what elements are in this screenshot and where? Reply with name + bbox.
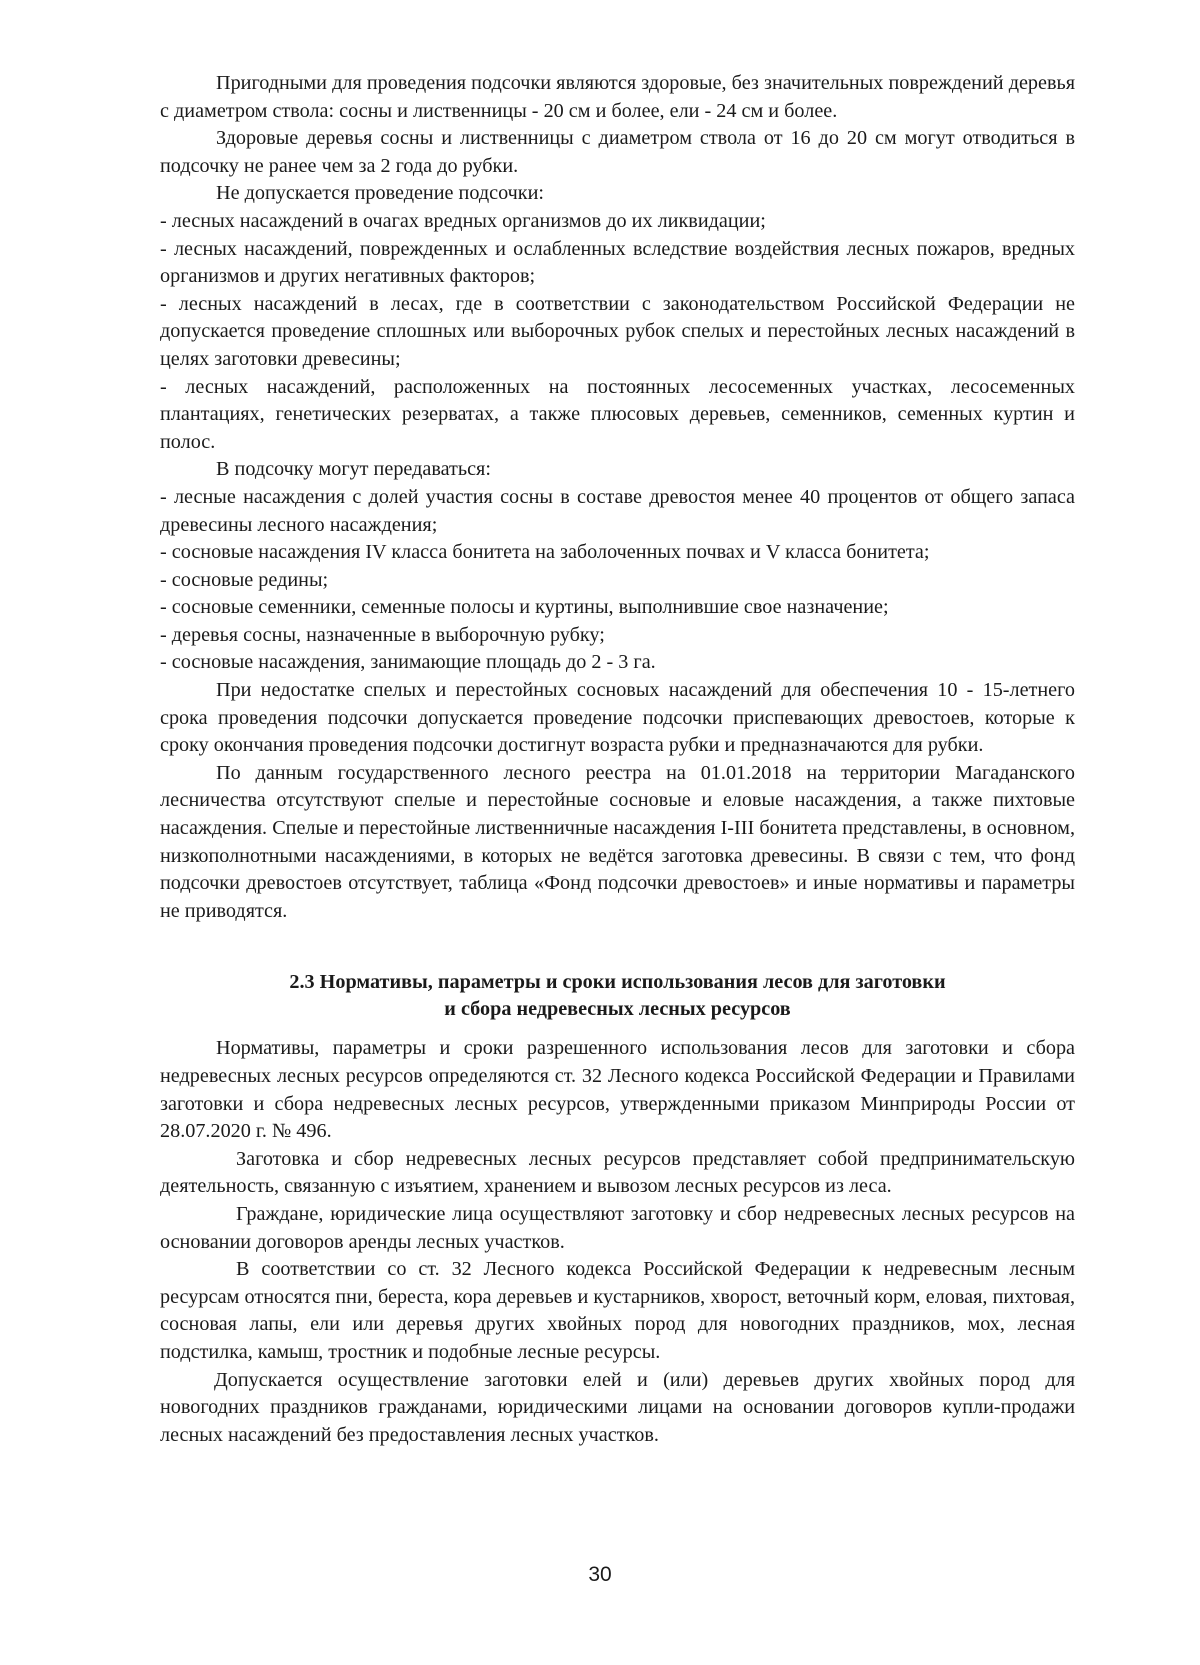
section-heading-line: 2.3 Нормативы, параметры и сроки использования лесов для заготовки [289, 971, 946, 994]
list-item: - сосновые редины; [160, 568, 329, 591]
list-item: - деревья сосны, назначенные в выборочную рубку; [160, 623, 605, 646]
paragraph-not-allowed-intro: Не допускается проведение подсочки: [216, 182, 545, 205]
paragraph-suitable-trees: Пригодными для проведения подсочки являются здоровые, без значительных повреждений деревья с диаметром ствола: сосны и лиственницы - 20 см и более, ели - 24 см и более. [160, 72, 1075, 122]
list-item: - лесных насаждений, поврежденных и ослабленных вследствие воздействия лесных пожаров, вредных организмов и других негативных факторов; [160, 237, 1075, 288]
paragraph-citizens: Граждане, юридические лица осуществляют заготовку и сбор недревесных лесных ресурсов на основании договоров аренды лесных участков. [160, 1202, 1075, 1253]
page-number: 30 [588, 1563, 612, 1586]
section-heading-line: и сбора недревесных лесных ресурсов [444, 998, 791, 1021]
intro-text [160, 70, 1075, 925]
paragraph-norms: Нормативы, параметры и сроки разрешенного использования лесов для заготовки и сбора недревесных лесных ресурсов определяются ст. 32 Лесного кодекса Российской Федерации и Правилами заготовки и сбора недревесных лесных ресурсов, утвержденными приказом Минприроды России от 28.07.2020 г. № 496. [160, 1037, 1075, 1143]
paragraph-shortage: При недостатке спелых и перестойных сосновых насаждений для обеспечения 10 - 15-летнего срока проведения подсочки допускается проведение подсочки приспевающих древостоев, которые к сроку окончания проведения подсочки достигнут возраста рубки и предназначаются для рубки. [160, 679, 1075, 757]
list-item: - сосновые насаждения, занимающие площадь до 2 - 3 га. [160, 651, 656, 674]
list-item: - лесные насаждения с долей участия сосны в составе древостоя менее 40 процентов от общего запаса древесины лесного насаждения; [160, 485, 1075, 536]
paragraph-may-transfer-intro: В подсочку могут передаваться: [216, 458, 491, 481]
paragraph-spruce-harvest: Допускается осуществление заготовки елей и (или) деревьев других хвойных пород для новогодних праздников гражданами, юридическими лицами на основании договоров купли-продажи лесных насаждений без предоставления лесных участков. [160, 1368, 1075, 1446]
paragraph-healthy-trees: Здоровые деревья сосны и лиственницы с диаметром ствола от 16 до 20 см могут отводиться в подсочку не ранее чем за 2 года до рубки. [160, 127, 1075, 177]
list-item: - лесных насаждений в очагах вредных организмов до их ликвидации; [160, 209, 766, 232]
list-item: - сосновые насаждения IV класса бонитета на заболоченных почвах и V класса бонитета; [160, 541, 930, 564]
paragraph-resource-list: В соответствии со ст. 32 Лесного кодекса Российской Федерации к недревесным лесным ресурсам относятся пни, береста, кора деревьев и кустарников, хворост, веточный корм, еловая, пихтовая, сосновая лапы, ели или деревья других хвойных пород для новогодних праздников, мох, лесная подстилка, камыш, тростник и подобные лесные ресурсы. [160, 1258, 1075, 1363]
paragraph-registry: По данным государственного лесного реестра на 01.01.2018 на территории Магаданского лесничества отсутствуют спелые и перестойные сосновые и еловые насаждения, а также пихтовые насаждения. Спелые и перестойные лиственничные насаждения I-III бонитета представлены, в основном, низкополнотными насаждениями, в которых не ведётся заготовка древесины. В связи с тем, что фонд подсочки древостоев отсутствует, таблица «Фонд подсочки древостоев» и иные нормативы и параметры не приводятся. [160, 761, 1075, 922]
section-text [160, 1035, 1075, 1449]
list-item: - сосновые семенники, семенные полосы и куртины, выполнившие свое назначение; [160, 596, 889, 619]
list-item: - лесных насаждений в лесах, где в соответствии с законодательством Российской Федерации не допускается проведение сплошных или выборочных рубок спелых и перестойных лесных насаждений в целях заготовки древесины; [160, 292, 1075, 370]
section-heading [160, 969, 1075, 1023]
list-item: - лесных насаждений, расположенных на постоянных лесосеменных участках, лесосеменных плантациях, генетических резерватах, а также плюсовых деревьев, семенников, семенных куртин и полос. [160, 375, 1075, 453]
paragraph-definition: Заготовка и сбор недревесных лесных ресурсов представляет собой предпринимательскую деятельность, связанную с изъятием, хранением и вывозом лесных ресурсов из леса. [160, 1147, 1075, 1198]
